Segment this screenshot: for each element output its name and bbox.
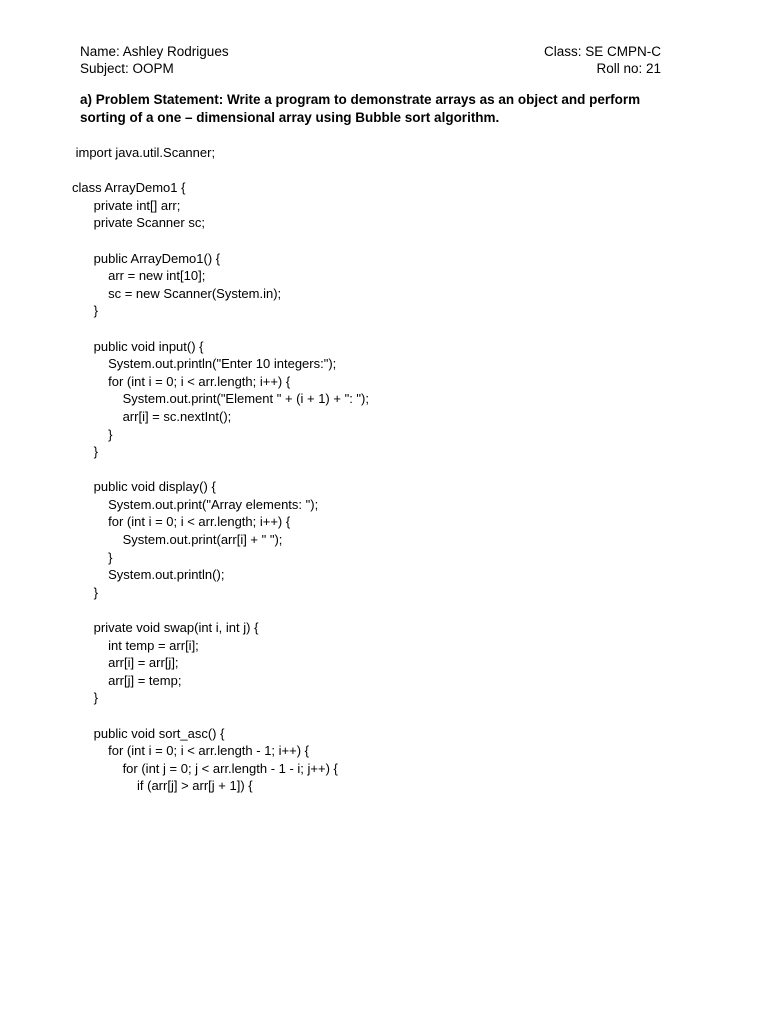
code-line: } <box>72 444 99 460</box>
code-line: sc = new Scanner(System.in); <box>72 285 282 301</box>
code-line: } <box>72 303 99 319</box>
code-line: } <box>72 584 99 600</box>
code-line: int temp = arr[i]; <box>72 637 199 653</box>
code-line: import java.util.Scanner; <box>72 145 216 160</box>
code-line: System.out.println("Enter 10 integers:"); <box>72 356 337 372</box>
header-left <box>80 43 229 77</box>
code-line: for (int j = 0; j < arr.length - 1 - i; j++) { <box>72 760 338 776</box>
code-block <box>72 144 369 795</box>
code-line: for (int i = 0; i < arr.length - 1; i++) { <box>72 743 309 759</box>
code-line: private int[] arr; <box>72 197 181 213</box>
subject: Subject: OOPM <box>80 61 174 76</box>
code-line: for (int i = 0; i < arr.length; i++) { <box>72 373 291 389</box>
code-line: arr[i] = sc.nextInt(); <box>72 408 232 424</box>
code-line <box>72 461 369 479</box>
code-line <box>72 601 369 619</box>
student-name: Name: Ashley Rodrigues <box>80 44 229 59</box>
code-line: } <box>72 426 113 442</box>
code-line: arr = new int[10]; <box>72 268 206 284</box>
code-line: arr[i] = arr[j]; <box>72 655 179 671</box>
code-line: } <box>72 690 99 706</box>
problem-statement: a) Problem Statement: Write a program to demonstrate arrays as an object and perform sorting of a one – dimensional array using Bubble sort algorithm. <box>80 92 641 125</box>
code-line: for (int i = 0; i < arr.length; i++) { <box>72 514 291 530</box>
code-line: public ArrayDemo1() { <box>72 250 221 266</box>
code-line: public void input() { <box>72 338 204 354</box>
code-line: System.out.print("Element " + (i + 1) + ": "); <box>72 391 369 407</box>
class-label: Class: SE CMPN-C <box>543 44 661 59</box>
code-line: private void swap(int i, int j) { <box>72 620 259 636</box>
code-line <box>72 707 369 725</box>
code-line: class ArrayDemo1 { <box>72 180 186 196</box>
code-line: } <box>72 549 113 565</box>
code-line: System.out.print(arr[i] + " "); <box>72 532 283 548</box>
roll-number: Roll no: 21 <box>596 61 661 76</box>
code-line <box>72 320 369 338</box>
code-line <box>72 232 369 250</box>
code-line: System.out.println(); <box>72 567 225 583</box>
code-line <box>72 162 369 180</box>
code-line: arr[j] = temp; <box>72 672 182 688</box>
header-right <box>544 43 661 77</box>
code-line: System.out.print("Array elements: "); <box>72 496 319 512</box>
code-line: public void display() { <box>72 479 216 495</box>
code-line: public void sort_asc() { <box>72 725 225 741</box>
code-line: if (arr[j] > arr[j + 1]) { <box>72 778 253 794</box>
code-line: private Scanner sc; <box>72 215 205 231</box>
